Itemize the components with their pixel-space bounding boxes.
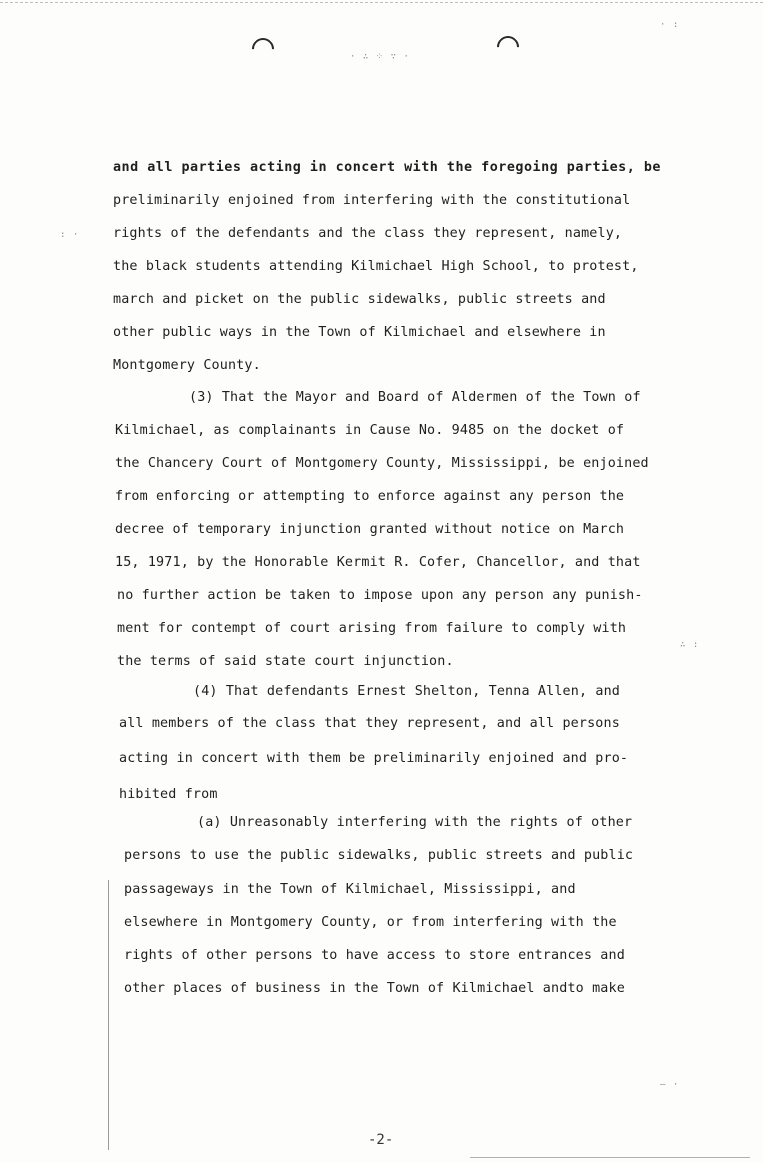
text-line: and all parties acting in concert with the foregoing parties, be — [113, 160, 661, 175]
text-line: other places of business in the Town of Kilmichael andto make — [124, 981, 625, 996]
text-line: march and picket on the public sidewalks, public streets and — [113, 292, 606, 307]
text-line: (4) That defendants Ernest Shelton, Tenna Allen, and — [193, 684, 621, 699]
scan-noise: · : — [660, 20, 680, 30]
text-line: (a) Unreasonably interfering with the rights of other — [197, 815, 633, 830]
text-line: Montgomery County. — [113, 358, 261, 373]
text-line: hibited from — [119, 787, 218, 802]
text-line: the Chancery Court of Montgomery County, Mississippi, be enjoined — [115, 456, 649, 471]
text-line: 15, 1971, by the Honorable Kermit R. Cofer, Chancellor, and that — [115, 555, 641, 570]
scan-noise: : · — [60, 230, 80, 240]
text-line: preliminarily enjoined from interfering with the constitutional — [113, 193, 631, 208]
scan-noise: · ∴ ⁘ ∵ · — [350, 52, 410, 62]
text-line: acting in concert with them be preliminarily enjoined and pro- — [119, 751, 629, 766]
text-line: passageways in the Town of Kilmichael, Mississippi, and — [124, 882, 576, 897]
top-dashed-edge — [0, 2, 763, 3]
text-line: the black students attending Kilmichael High School, to protest, — [113, 259, 639, 274]
text-line: decree of temporary injunction granted without notice on March — [115, 522, 625, 537]
text-line: persons to use the public sidewalks, public streets and public — [124, 848, 634, 863]
bottom-rule — [470, 1157, 750, 1158]
text-line: rights of other persons to have access to store entrances and — [124, 948, 625, 963]
scan-noise: — · — [660, 1080, 680, 1090]
punch-hole-left — [247, 33, 278, 64]
text-line: elsewhere in Montgomery County, or from interfering with the — [124, 915, 617, 930]
page-number: -2- — [368, 1132, 394, 1148]
text-line: Kilmichael, as complainants in Cause No. 9485 on the docket of — [115, 423, 625, 438]
scan-noise: ∴ : — [680, 640, 700, 650]
text-line: rights of the defendants and the class they represent, namely, — [113, 226, 623, 241]
punch-hole-right — [492, 31, 523, 62]
text-line: ment for contempt of court arising from failure to comply with — [117, 621, 627, 636]
text-line: all members of the class that they represent, and all persons — [119, 716, 620, 731]
text-line: other public ways in the Town of Kilmichael and elsewhere in — [113, 325, 606, 340]
text-line: the terms of said state court injunction. — [117, 654, 454, 669]
text-line: (3) That the Mayor and Board of Aldermen of the Town of — [189, 390, 641, 405]
text-line: from enforcing or attempting to enforce against any person the — [115, 489, 625, 504]
text-line: no further action be taken to impose upon any person any punish- — [117, 588, 643, 603]
margin-rule — [108, 880, 109, 1150]
